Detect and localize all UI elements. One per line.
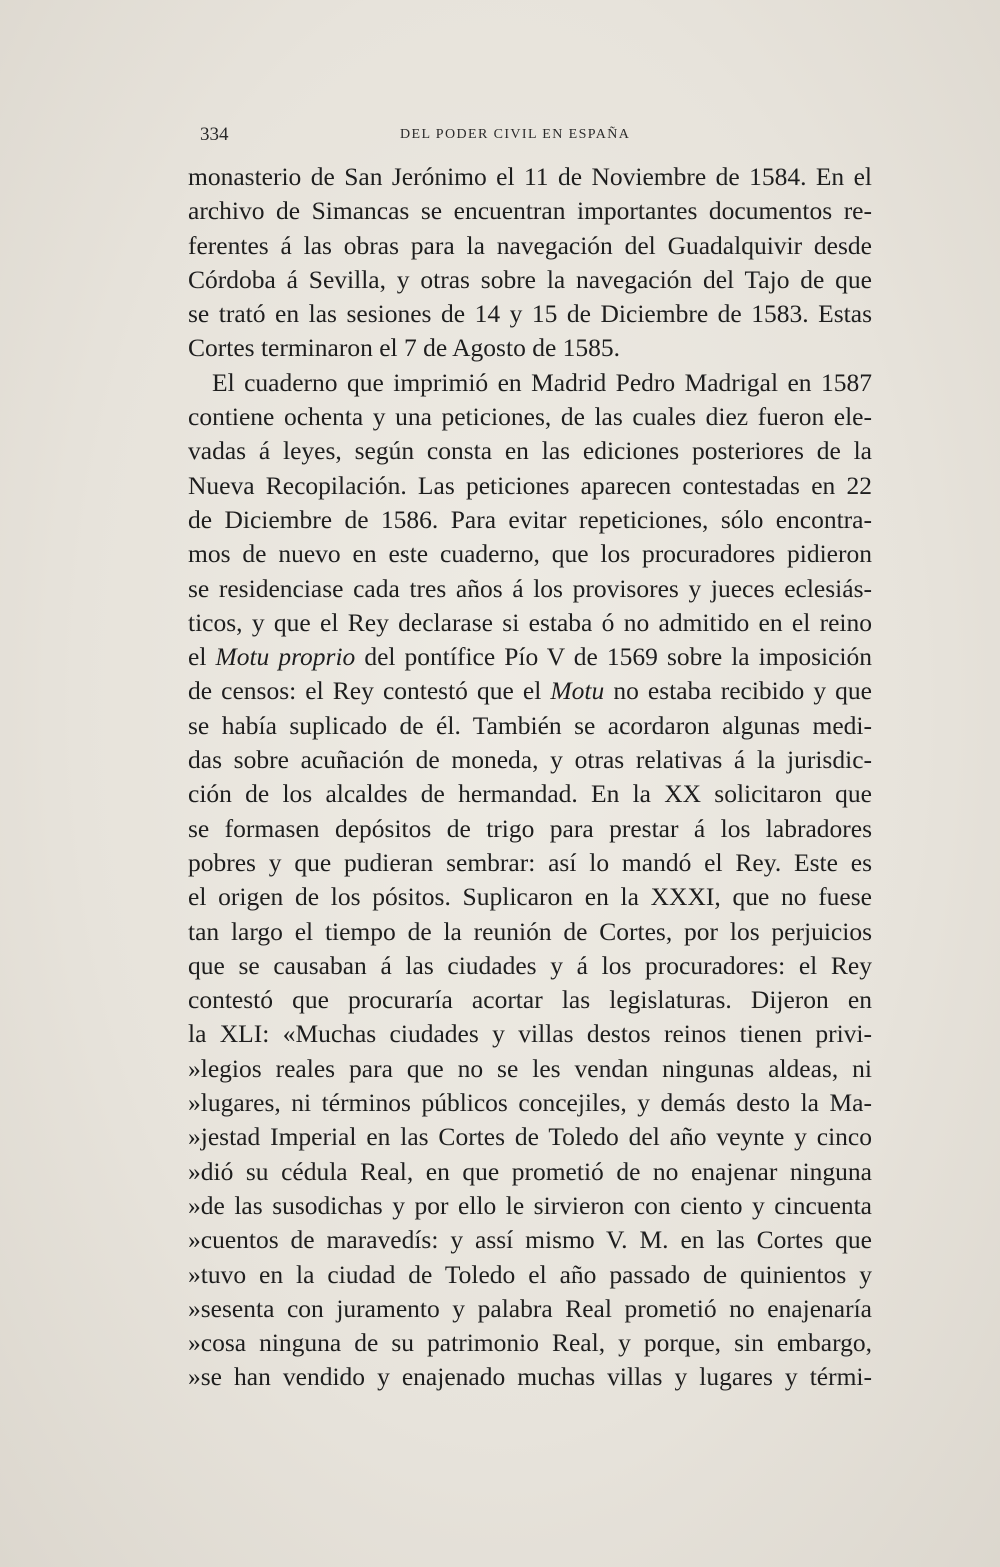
page-number: 334	[200, 124, 229, 145]
text-line: la XLI: «Muchas ciudades y villas destos reinos tienen privi-	[188, 1019, 872, 1049]
text-line: Córdoba á Sevilla, y otras sobre la navegación del Tajo de que	[188, 264, 872, 294]
text-line: el origen de los pósitos. Suplicaron en la XXXI, que no fuese	[188, 882, 872, 912]
page-header	[200, 124, 872, 148]
text-line: das sobre acuñación de moneda, y otras relativas á la jurisdic-	[188, 745, 872, 775]
italic-term: Motu	[550, 676, 605, 706]
text-line-prefix: de censos: el Rey contestó que el	[188, 676, 551, 706]
text-line: pobres y que pudieran sembrar: así lo mandó el Rey. Este es	[188, 847, 872, 877]
text-line: se residenciase cada tres años á los provisores y jueces eclesiás-	[188, 573, 872, 603]
text-line-prefix: el	[188, 642, 216, 672]
text-line: contestó que procuraría acortar las legislaturas. Dijeron en	[188, 985, 872, 1015]
text-line-rest: del pontífice Pío V de 1569 sobre la imposición	[355, 642, 873, 672]
text-line: ticos, y que el Rey declarase si estaba ó no admitido en el reino	[188, 607, 872, 637]
text-line	[188, 674, 872, 708]
text-line: vadas á leyes, según consta en las ediciones posteriores de la	[188, 436, 872, 466]
text-line: que se causaban á las ciudades y á los procuradores: el Rey	[188, 950, 872, 980]
running-head: DEL PODER CIVIL EN ESPAÑA	[400, 127, 631, 142]
text-line: contiene ochenta y una peticiones, de las cuales diez fueron ele-	[188, 402, 872, 432]
text-line: »cuentos de maravedís: y assí mismo V. M. en las Cortes que	[188, 1225, 872, 1255]
text-line: de Diciembre de 1586. Para evitar repeticiones, sólo encontra-	[188, 504, 872, 534]
text-line-rest: no estaba recibido y que	[604, 676, 873, 706]
text-line: »cosa ninguna de su patrimonio Real, y porque, sin embargo,	[188, 1328, 872, 1358]
text-line: El cuaderno que imprimió en Madrid Pedro Madrigal en 1587	[212, 367, 872, 397]
text-line: se trató en las sesiones de 14 y 15 de Diciembre de 1583. Estas	[188, 299, 872, 329]
text-line: ferentes á las obras para la navegación del Guadalquivir desde	[188, 230, 872, 260]
text-line: ción de los alcaldes de hermandad. En la XX solicitaron que	[188, 779, 872, 809]
text-line: »tuvo en la ciudad de Toledo el año passado de quinientos y	[188, 1259, 872, 1289]
text-line: se formasen depósitos de trigo para prestar á los labradores	[188, 813, 872, 843]
body-text	[188, 160, 872, 1395]
text-line: Cortes terminaron el 7 de Agosto de 1585.	[188, 333, 621, 363]
text-line: »dió su cédula Real, en que prometió de no enajenar ninguna	[188, 1156, 872, 1186]
text-line: monasterio de San Jerónimo el 11 de Noviembre de 1584. En el	[188, 162, 872, 191]
text-line: »legios reales para que no se les vendan ningunas aldeas, ni	[188, 1053, 872, 1083]
text-line: »sesenta con juramento y palabra Real prometió no enajenaría	[188, 1293, 872, 1323]
text-line: archivo de Simancas se encuentran importantes documentos re-	[188, 196, 872, 226]
text-line: tan largo el tiempo de la reunión de Cortes, por los perjuicios	[188, 916, 872, 946]
text-line: »jestad Imperial en las Cortes de Toledo del año veynte y cinco	[188, 1122, 872, 1152]
text-line: se había suplicado de él. También se acordaron algunas medi-	[188, 710, 872, 740]
text-line: »de las susodichas y por ello le sirvieron con ciento y cincuenta	[188, 1190, 872, 1220]
text-line: »lugares, ni términos públicos concejiles, y demás desto la Ma-	[188, 1088, 872, 1118]
text-line	[188, 640, 872, 674]
text-line: mos de nuevo en este cuaderno, que los procuradores pidieron	[188, 539, 872, 569]
italic-term: Motu proprio	[215, 642, 356, 672]
text-line: »se han vendido y enajenado muchas villas y lugares y térmi-	[188, 1362, 872, 1392]
text-line: Nueva Recopilación. Las peticiones aparecen contestadas en 22	[188, 470, 872, 500]
